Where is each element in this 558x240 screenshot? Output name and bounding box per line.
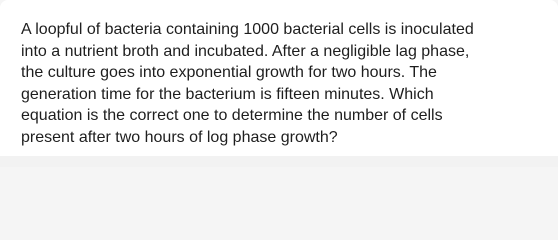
question-line: into a nutrient broth and incubated. After a negligible lag phase, xyxy=(21,42,470,60)
question-line: present after two hours of log phase growth? xyxy=(21,128,338,146)
below-card-area xyxy=(0,156,558,167)
question-line: generation time for the bacterium is fifteen minutes. Which xyxy=(21,85,434,103)
question-line: equation is the correct one to determine the number of cells xyxy=(21,107,443,125)
question-text xyxy=(21,19,541,149)
question-line: the culture goes into exponential growth for two hours. The xyxy=(21,64,437,82)
question-line: A loopful of bacteria containing 1000 bacterial cells is inoculated xyxy=(21,21,474,38)
